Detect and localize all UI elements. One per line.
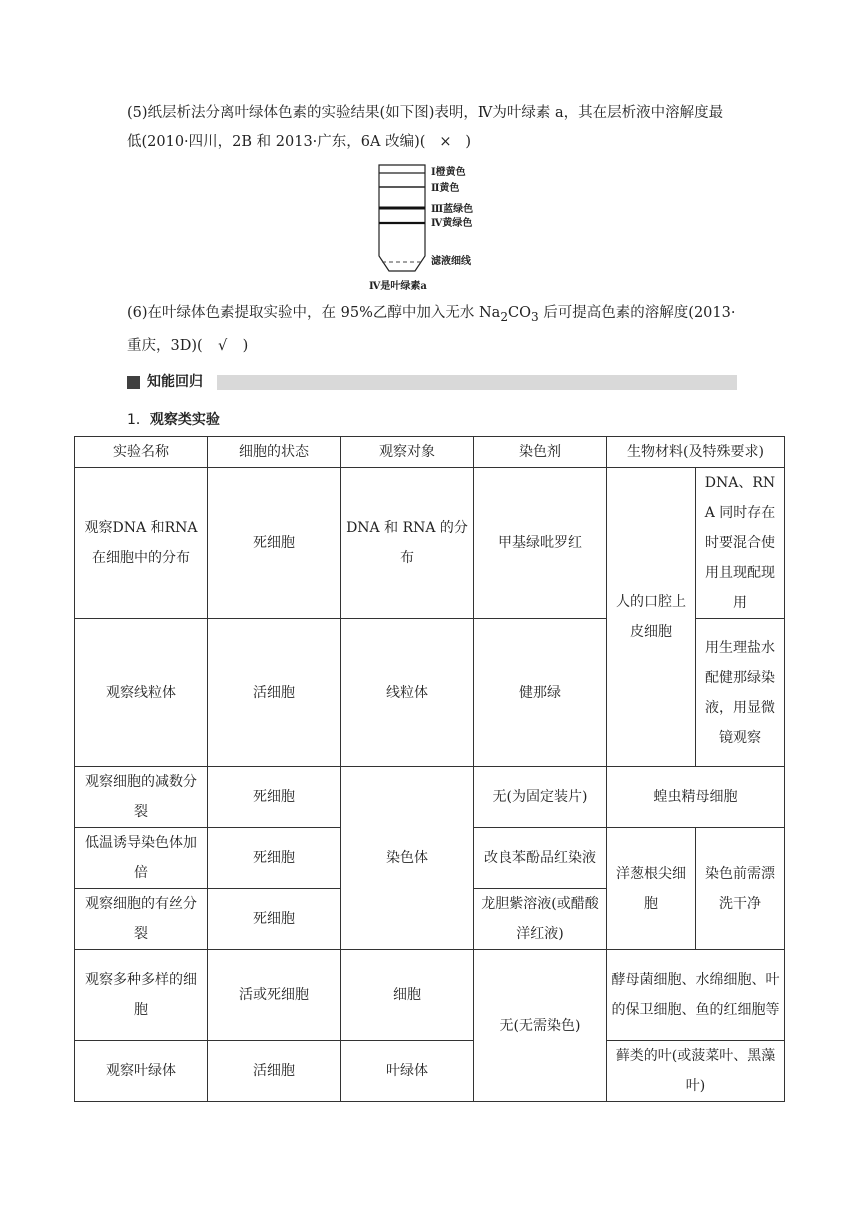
table-header: 染色剂	[474, 437, 607, 468]
table-cell: 观察多种多样的细胞	[75, 950, 208, 1041]
filtrate-line-label: 滤液细线	[431, 256, 471, 267]
table-cell: 观察DNA 和RNA 在细胞中的分布	[75, 468, 208, 619]
table-cell: 蝗虫精母细胞	[607, 767, 785, 828]
question-5-mark: ×	[439, 134, 452, 150]
experiment-table	[74, 436, 785, 1102]
table-row	[75, 950, 785, 1041]
question-6-sub-2: 3	[531, 309, 539, 324]
band-label-4: Ⅳ黄绿色	[431, 218, 473, 229]
table-cell: 染色体	[341, 767, 474, 950]
subheading-title: 观察类实验	[149, 412, 220, 428]
table-cell: 死细胞	[208, 828, 341, 889]
table-cell: 龙胆紫溶液(或醋酸洋红液)	[474, 889, 607, 950]
table-header: 生物材料(及特殊要求)	[607, 437, 785, 468]
table-cell: 死细胞	[208, 468, 341, 619]
subheading	[127, 410, 220, 430]
table-cell: 洋葱根尖细胞	[607, 828, 696, 950]
question-5-text: (5)纸层析法分离叶绿体色素的实验结果(如下图)表明，Ⅳ为叶绿素 a，其在层析液中溶解度最低(2010·四川，2B 和 2013·广东，6A 改编)(	[127, 105, 724, 150]
table-cell: 叶绿体	[341, 1041, 474, 1102]
table-cell: 观察细胞的减数分裂	[75, 767, 208, 828]
table-cell: 藓类的叶(或菠菜叶、黑藻叶)	[607, 1041, 785, 1102]
section-header	[127, 374, 737, 390]
section-square-icon	[127, 376, 140, 389]
question-6	[127, 299, 737, 361]
table-cell: 细胞	[341, 950, 474, 1041]
table-cell: 酵母菌细胞、水绵细胞、叶的保卫细胞、鱼的红细胞等	[607, 950, 785, 1041]
question-6-sub-1: 2	[500, 309, 509, 324]
table-cell: 活或死细胞	[208, 950, 341, 1041]
section-title: 知能回归	[147, 374, 203, 390]
table-cell: 观察线粒体	[75, 619, 208, 767]
question-6-text-c: 后可提高色素的溶解度(2013·重庆，3D)(	[127, 305, 736, 354]
table-cell: 死细胞	[208, 889, 341, 950]
table-cell: 无(无需染色)	[474, 950, 607, 1102]
table-row	[75, 468, 785, 619]
table-header: 细胞的状态	[208, 437, 341, 468]
table-cell: 甲基绿吡罗红	[474, 468, 607, 619]
question-6-text-b: CO	[508, 305, 531, 321]
table-cell: 死细胞	[208, 767, 341, 828]
table-cell: 活细胞	[208, 1041, 341, 1102]
table-cell: 健那绿	[474, 619, 607, 767]
table-cell: 人的口腔上皮细胞	[607, 468, 696, 767]
question-5-close: )	[465, 134, 472, 150]
figure-caption: Ⅳ是叶绿素a	[369, 281, 427, 292]
band-label-3: Ⅲ蓝绿色	[431, 204, 474, 215]
table-header: 实验名称	[75, 437, 208, 468]
table-cell: 无(为固定装片)	[474, 767, 607, 828]
band-label-2: Ⅱ黄色	[431, 183, 460, 194]
question-6-text-a: (6)在叶绿体色素提取实验中，在 95%乙醇中加入无水 Na	[127, 305, 501, 321]
table-cell: 观察叶绿体	[75, 1041, 208, 1102]
table-cell: 改良苯酚品红染液	[474, 828, 607, 889]
table-cell: 线粒体	[341, 619, 474, 767]
question-6-close: )	[242, 337, 249, 354]
table-cell: 观察细胞的有丝分裂	[75, 889, 208, 950]
table-cell: DNA 和 RNA 的分布	[341, 468, 474, 619]
question-6-mark: √	[218, 337, 228, 354]
section-divider	[217, 375, 737, 390]
band-label-1: Ⅰ橙黄色	[431, 167, 466, 178]
table-header-row	[75, 437, 785, 468]
table-cell: 染色前需漂洗干净	[696, 828, 785, 950]
table-cell: 活细胞	[208, 619, 341, 767]
table-row	[75, 767, 785, 828]
question-5	[127, 99, 737, 157]
table-cell: DNA、RNA 同时存在时要混合使用且现配现用	[696, 468, 785, 619]
table-header: 观察对象	[341, 437, 474, 468]
chromatography-figure	[369, 163, 495, 298]
table-row	[75, 1041, 785, 1102]
subheading-number: 1．	[127, 412, 150, 428]
table-cell: 用生理盐水配健那绿染液，用显微镜观察	[696, 619, 785, 767]
table-cell: 低温诱导染色体加倍	[75, 828, 208, 889]
